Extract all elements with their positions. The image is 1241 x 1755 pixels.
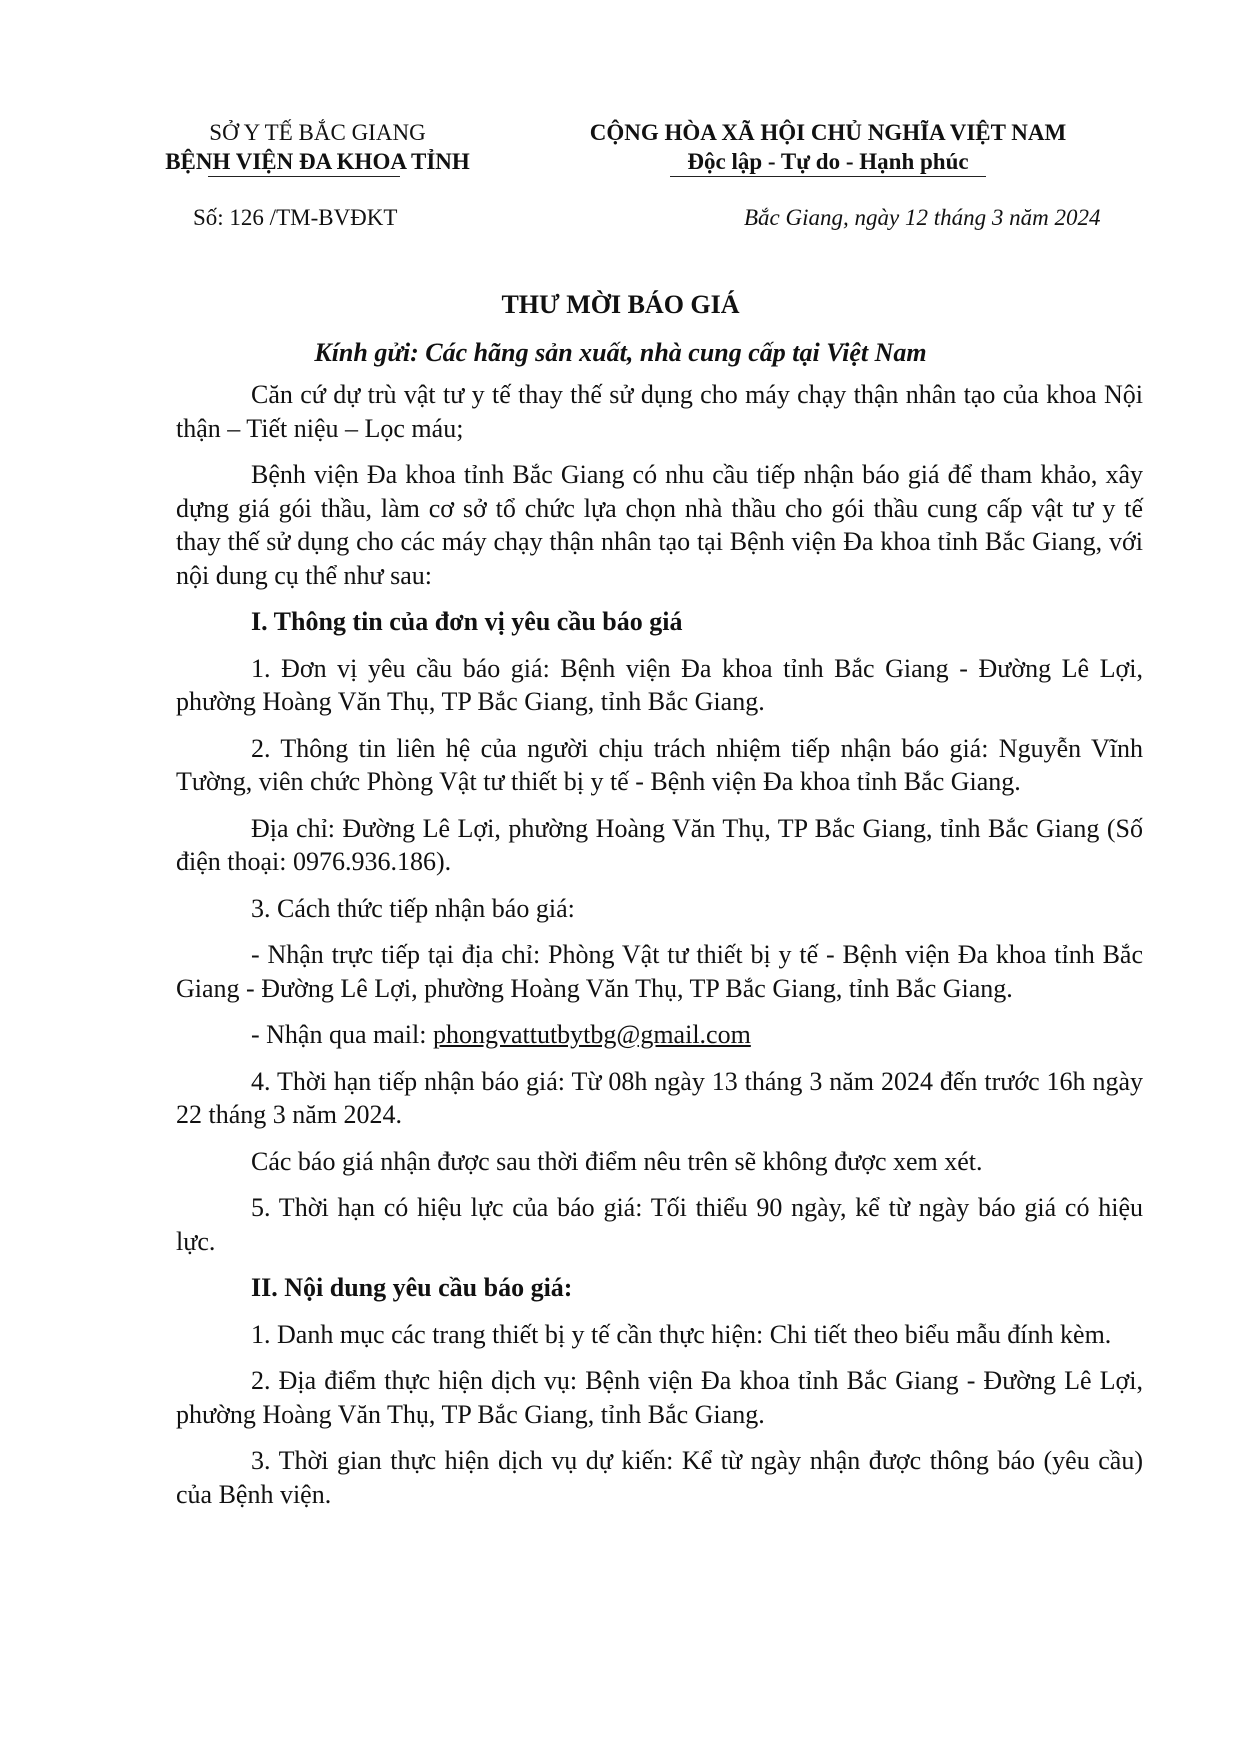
paragraph-purpose: Bệnh viện Đa khoa tỉnh Bắc Giang có nhu cầu tiếp nhận báo giá để tham khảo, xây dựng giá gói thầu, làm cơ sở tổ chức lựa chọn nhà thầu cho gói thầu cung cấp vật tư y tế thay thế sử dụng cho các máy chạy thận nhân tạo tại Bệnh viện Đa khoa tỉnh Bắc Giang, với nội dung cụ thể như sau: [176, 460, 1143, 590]
document-number: Số: 126 /TM-BVĐKT [193, 205, 398, 230]
section-1-direct-delivery: - Nhận trực tiếp tại địa chỉ: Phòng Vật tư thiết bị y tế - Bệnh viện Đa khoa tỉnh Bắc Giang - Đường Lê Lợi, phường Hoàng Văn Thụ, TP Bắc Giang, tỉnh Bắc Giang. [176, 940, 1143, 1003]
section-1-item-1: 1. Đơn vị yêu cầu báo giá: Bệnh viện Đa khoa tỉnh Bắc Giang - Đường Lê Lợi, phường Hoàng Văn Thụ, TP Bắc Giang, tỉnh Bắc Giang. [176, 653, 1143, 716]
national-header [548, 118, 1108, 176]
motto-underline [670, 176, 986, 177]
section-1-item-3: 3. Cách thức tiếp nhận báo giá: [251, 893, 575, 923]
parent-agency: SỞ Y TẾ BẮC GIANG [209, 120, 426, 145]
paragraph-basis: Căn cứ dự trù vật tư y tế thay thế sử dụng cho máy chạy thận nhân tạo của khoa Nội thận – Tiết niệu – Lọc máu; [176, 380, 1143, 443]
document-body [176, 378, 1143, 1524]
section-1-item-2: 2. Thông tin liên hệ của người chịu trách nhiệm tiếp nhận báo giá: Nguyễn Vĩnh Tường, viên chức Phòng Vật tư thiết bị y tế - Bệnh viện Đa khoa tỉnh Bắc Giang. [176, 733, 1143, 796]
email-link[interactable]: phongvattutbytbg@gmail.com [432, 1020, 751, 1049]
agency-underline [208, 176, 400, 177]
section-2-item-3: 3. Thời gian thực hiện dịch vụ dự kiến: Kể từ ngày nhận được thông báo (yêu cầu) của Bệnh viện. [176, 1446, 1143, 1509]
national-motto: Độc lập - Tự do - Hạnh phúc [687, 149, 969, 174]
section-1-item-4: 4. Thời hạn tiếp nhận báo giá: Từ 08h ngày 13 tháng 3 năm 2024 đến trước 16h ngày 22 tháng 3 năm 2024. [176, 1066, 1143, 1129]
national-title: CỘNG HÒA XÃ HỘI CHỦ NGHĨA VIỆT NAM [589, 120, 1067, 145]
document-date: Bắc Giang, ngày 12 tháng 3 năm 2024 [744, 205, 1101, 230]
section-1-heading: I. Thông tin của đơn vị yêu cầu báo giá [251, 607, 683, 636]
section-1-address: Địa chỉ: Đường Lê Lợi, phường Hoàng Văn Thụ, TP Bắc Giang, tỉnh Bắc Giang (Số điện thoại: 0976.936.186). [176, 813, 1143, 876]
section-1-note: Các báo giá nhận được sau thời điểm nêu trên sẽ không được xem xét. [251, 1146, 983, 1176]
document-title: THƯ MỜI BÁO GIÁ [501, 290, 740, 319]
section-2-item-1: 1. Danh mục các trang thiết bị y tế cần thực hiện: Chi tiết theo biểu mẫu đính kèm. [251, 1319, 1112, 1349]
hospital-name: BỆNH VIỆN ĐA KHOA TỈNH [165, 149, 470, 174]
section-1-mail-line [176, 1018, 1143, 1052]
section-2-item-2: 2. Địa điểm thực hiện dịch vụ: Bệnh viện Đa khoa tỉnh Bắc Giang - Đường Lê Lợi, phường Hoàng Văn Thụ, TP Bắc Giang, tỉnh Bắc Giang. [176, 1366, 1143, 1429]
agency-header [145, 118, 490, 176]
section-2-heading: II. Nội dung yêu cầu báo giá: [251, 1273, 573, 1302]
recipient-line: Kính gửi: Các hãng sản xuất, nhà cung cấp tại Việt Nam [314, 338, 927, 367]
section-1-item-5: 5. Thời hạn có hiệu lực của báo giá: Tối thiểu 90 ngày, kể từ ngày báo giá có hiệu lực. [176, 1193, 1143, 1256]
mail-label: - Nhận qua mail: [251, 1020, 433, 1049]
